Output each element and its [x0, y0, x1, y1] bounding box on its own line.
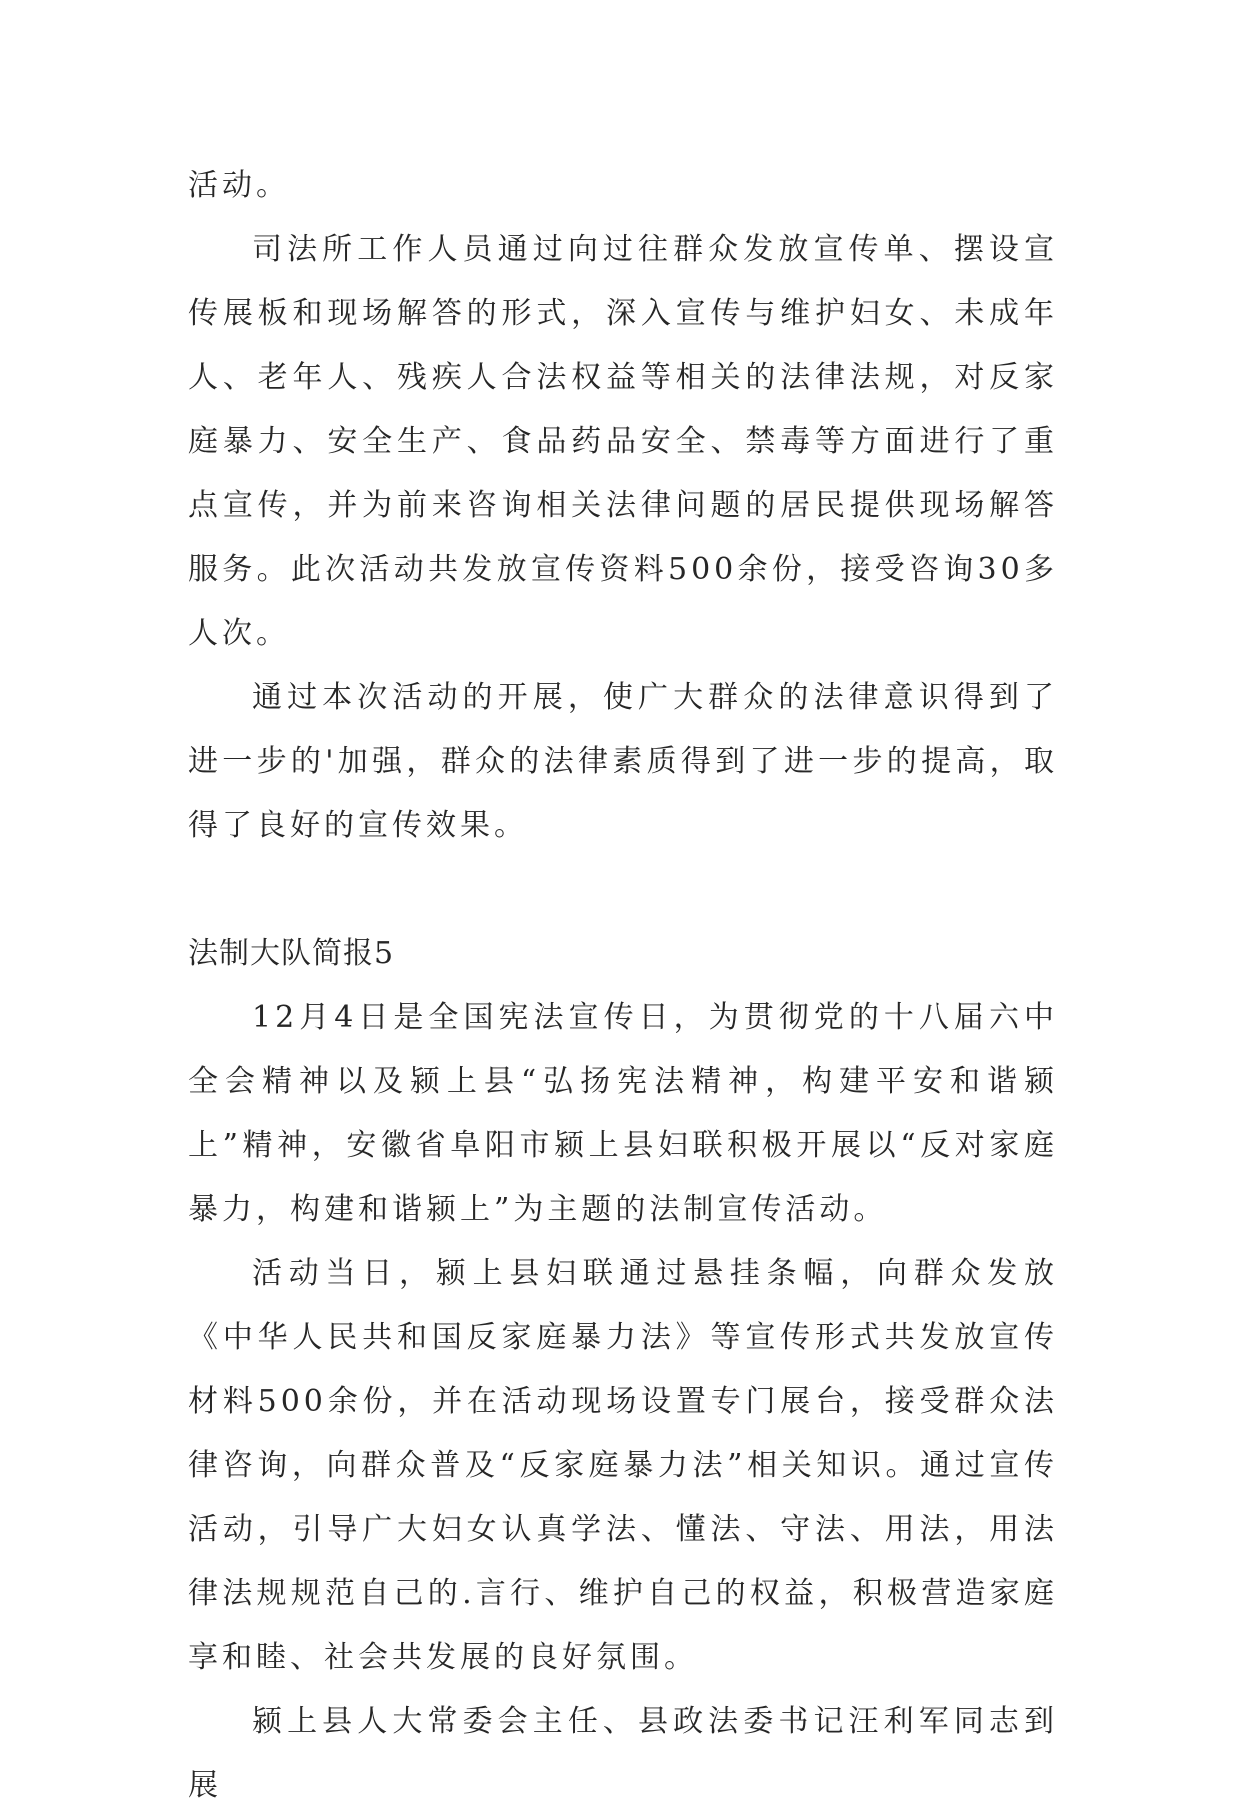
paragraph-activity-result: 通过本次活动的开展，使广大群众的法律意识得到了进一步的'加强，群众的法律素质得到了进一步的提高，取得了良好的宣传效果。 [188, 680, 1058, 843]
paragraph-constitution-day: 12月4日是全国宪法宣传日，为贯彻党的十八届六中全会精神以及颍上县“弘扬宪法精神，构建平安和谐颍上”精神，安徽省阜阳市颍上县妇联积极开展以“反对家庭暴力，构建和谐颍上”为主题的法制宣传活动。 [188, 1000, 1058, 1227]
section-heading: 法制大队简报5 [188, 936, 395, 971]
paragraph-continuation: 活动。 [188, 168, 290, 203]
paragraph-activity-day: 活动当日，颍上县妇联通过悬挂条幅，向群众发放《中华人民共和国反家庭暴力法》等宣传形式共发放宣传材料500余份，并在活动现场设置专门展台，接受群众法律咨询，向群众普及“反家庭暴力法”相关知识。通过宣传活动，引导广大妇女认真学法、懂法、守法、用法，用法律法规规范自己的.言行、维护自己的权益，积极营造家庭享和睦、社会共发展的良好氛围。 [188, 1256, 1058, 1675]
paragraph-officials-visit: 颍上县人大常委会主任、县政法委书记汪利军同志到展 [188, 1704, 1058, 1803]
document-page [188, 154, 1058, 1818]
paragraph-activity-description: 司法所工作人员通过向过往群众发放宣传单、摆设宣传展板和现场解答的形式，深入宣传与维护妇女、未成年人、老年人、残疾人合法权益等相关的法律法规，对反家庭暴力、安全生产、食品药品安全、禁毒等方面进行了重点宣传，并为前来咨询相关法律问题的居民提供现场解答服务。此次活动共发放宣传资料500余份，接受咨询30多人次。 [188, 232, 1058, 651]
